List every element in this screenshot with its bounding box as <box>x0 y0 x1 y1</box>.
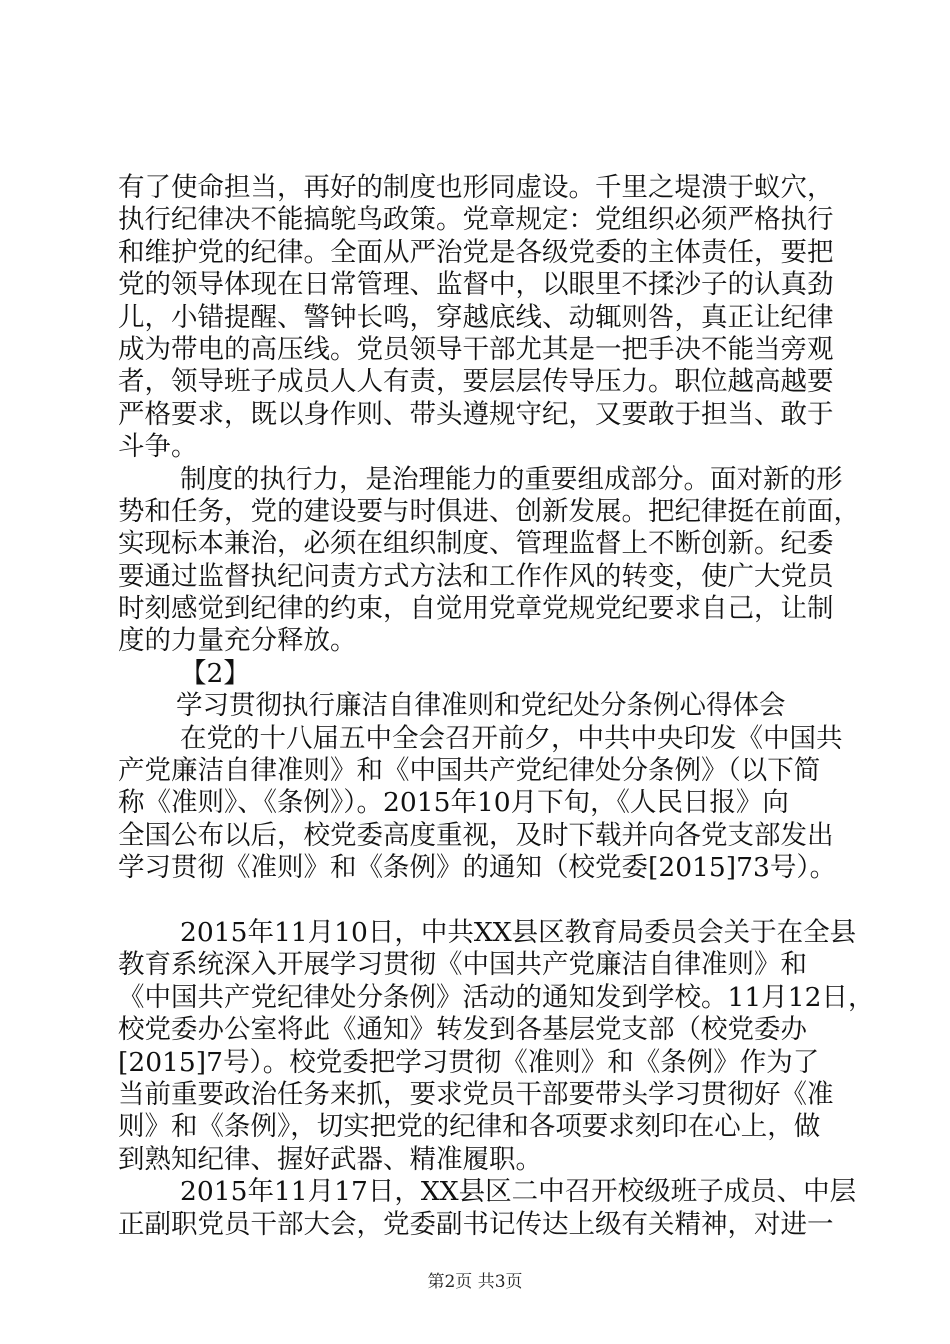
paragraph-start-line: 制度的执行力，是治理能力的重要组成部分。面对新的形 <box>180 463 843 495</box>
text-line: 要通过监督执纪问责方式方法和工作作风的转变，使广大党员 <box>118 560 834 592</box>
text-line: 校党委办公室将此《通知》转发到各基层党支部（校党委办 <box>118 1014 807 1046</box>
text-line: 儿，小错提醒、警钟长鸣，穿越底线、动辄则咎，真正让纪律 <box>118 301 834 333</box>
text-line: 党的领导体现在日常管理、监督中，以眼里不揉沙子的认真劲 <box>118 269 834 301</box>
paragraph-gap <box>118 885 838 917</box>
article-title: 学习贯彻执行廉洁自律准则和党纪处分条例心得体会 <box>176 690 786 722</box>
text-line: 者，领导班子成员人人有责，要层层传导压力。职位越高越要 <box>118 366 834 398</box>
document-body <box>118 172 875 1241</box>
text-line: 执行纪律决不能搞鸵鸟政策。党章规定：党组织必须严格执行 <box>118 204 834 236</box>
text-line: [2015]7号）。校党委把学习贯彻《准则》和《条例》作为了 <box>118 1046 820 1078</box>
text-line: 到熟知纪律、握好武器、精准履职。 <box>118 1143 542 1175</box>
text-line: 学习贯彻《准则》和《条例》的通知（校党委[2015]73号）。 <box>118 852 837 884</box>
text-line: 和维护党的纪律。全面从严治党是各级党委的主体责任，要把 <box>118 236 834 268</box>
paragraph-start-line: 2015年11月10日，中共XX县区教育局委员会关于在全县 <box>180 916 857 948</box>
text-line: 斗争。 <box>118 431 198 463</box>
paragraph-start-line: 在党的十八届五中全会召开前夕，中共中央印发《中国共 <box>180 722 843 754</box>
text-line: 实现标本兼治，必须在组织制度、管理监督上不断创新。纪委 <box>118 528 834 560</box>
page-number-footer: 第2页 共3页 <box>427 1272 523 1292</box>
section-number: 【2】 <box>180 657 250 689</box>
text-line: 全国公布以后，校党委高度重视，及时下载并向各党支部发出 <box>118 819 834 851</box>
text-line: 时刻感觉到纪律的约束，自觉用党章党规党纪要求自己，让制 <box>118 593 834 625</box>
text-line: 教育系统深入开展学习贯彻《中国共产党廉洁自律准则》和 <box>118 949 807 981</box>
text-line: 势和任务，党的建设要与时俱进、创新发展。把纪律挺在前面， <box>118 495 860 527</box>
text-line: 正副职党员干部大会，党委副书记传达上级有关精神，对进一 <box>118 1208 834 1240</box>
text-line: 《中国共产党纪律处分条例》活动的通知发到学校。11月12日， <box>118 981 875 1013</box>
paragraph-start-line: 2015年11月17日，XX县区二中召开校级班子成员、中层 <box>180 1176 857 1208</box>
text-line: 产党廉洁自律准则》和《中国共产党纪律处分条例》（以下简 <box>118 755 821 787</box>
text-line: 当前重要政治任务来抓，要求党员干部要带头学习贯彻好《准 <box>118 1078 834 1110</box>
text-line: 有了使命担当，再好的制度也形同虚设。千里之堤溃于蚁穴， <box>118 172 834 203</box>
text-line: 称《准则》、《条例》）。2015年10月下旬，《人民日报》向 <box>118 787 789 819</box>
text-line: 严格要求，既以身作则、带头遵规守纪，又要敢于担当、敢于 <box>118 398 834 430</box>
text-line: 度的力量充分释放。 <box>118 625 357 657</box>
text-line: 成为带电的高压线。党员领导干部尤其是一把手决不能当旁观 <box>118 333 834 365</box>
text-line: 则》和《条例》，切实把党的纪律和各项要求刻印在心上，做 <box>118 1111 821 1143</box>
